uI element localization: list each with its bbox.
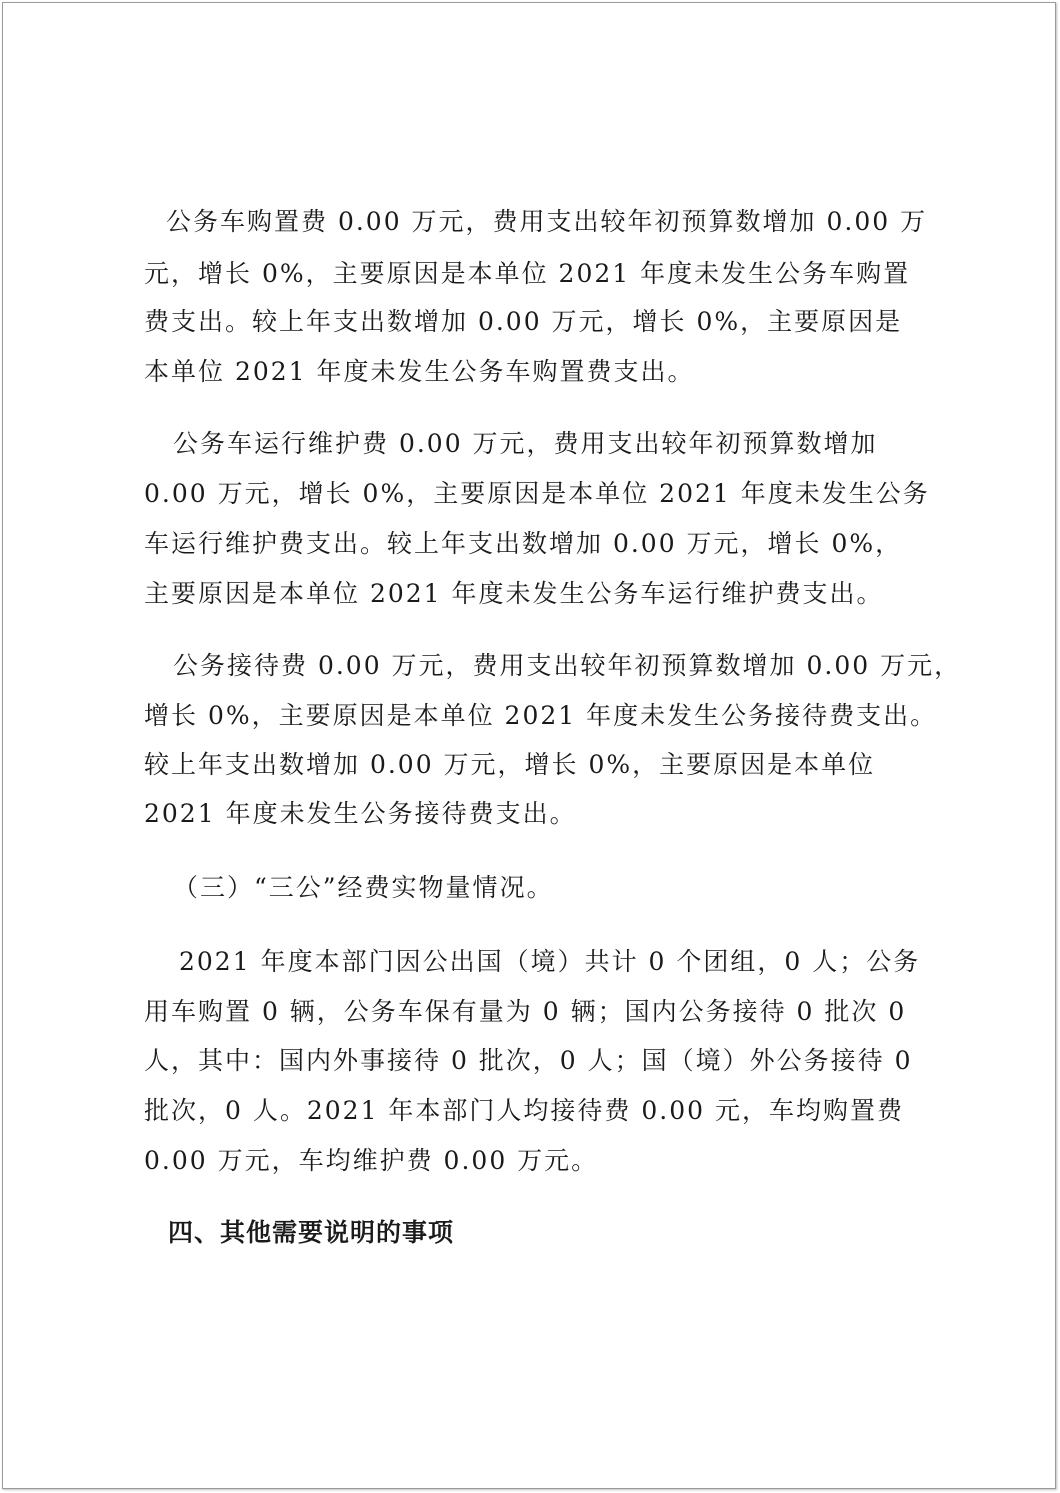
paragraph-3-line-3: 较上年支出数增加 0.00 万元，增长 0%，主要原因是本单位 xyxy=(144,750,876,779)
paragraph-2-line-2: 0.00 万元，增长 0%，主要原因是本单位 2021 年度未发生公务 xyxy=(144,479,930,508)
document-page xyxy=(2,2,1056,1489)
paragraph-3-line-1: 公务接待费 0.00 万元，费用支出较年初预算数增加 0.00 万元， xyxy=(173,651,962,680)
paragraph-1-line-4: 本单位 2021 年度未发生公务车购置费支出。 xyxy=(144,357,695,386)
paragraph-5-line-5: 0.00 万元，车均维护费 0.00 万元。 xyxy=(144,1146,599,1175)
paragraph-5-line-2: 用车购置 0 辆，公务车保有量为 0 辆；国内公务接待 0 批次 0 xyxy=(144,997,907,1026)
paragraph-2-line-4: 主要原因是本单位 2021 年度未发生公务车运行维护费支出。 xyxy=(144,579,884,608)
paragraph-5-line-1: 2021 年度本部门因公出国（境）共计 0 个团组，0 人；公务 xyxy=(179,947,921,976)
paragraph-1-line-3: 费支出。较上年支出数增加 0.00 万元，增长 0%，主要原因是 xyxy=(144,307,903,336)
paragraph-2-line-1: 公务车运行维护费 0.00 万元，费用支出较年初预算数增加 xyxy=(173,429,878,458)
section-heading: 四、其他需要说明的事项 xyxy=(168,1218,455,1247)
subsection-heading: （三）“三公”经费实物量情况。 xyxy=(173,873,554,902)
paragraph-5-line-3: 人，其中：国内外事接待 0 批次，0 人；国（境）外公务接待 0 xyxy=(144,1046,913,1075)
paragraph-1-line-2: 元，增长 0%，主要原因是本单位 2021 年度未发生公务车购置 xyxy=(144,259,911,288)
paragraph-3-line-2: 增长 0%，主要原因是本单位 2021 年度未发生公务接待费支出。 xyxy=(144,701,938,730)
paragraph-1-line-1: 公务车购置费 0.00 万元，费用支出较年初预算数增加 0.00 万 xyxy=(166,207,928,236)
paragraph-2-line-3: 车运行维护费支出。较上年支出数增加 0.00 万元，增长 0%， xyxy=(144,529,903,558)
paragraph-3-line-4: 2021 年度未发生公务接待费支出。 xyxy=(144,799,577,828)
paragraph-5-line-4: 批次，0 人。2021 年本部门人均接待费 0.00 元，车均购置费 xyxy=(144,1096,904,1125)
